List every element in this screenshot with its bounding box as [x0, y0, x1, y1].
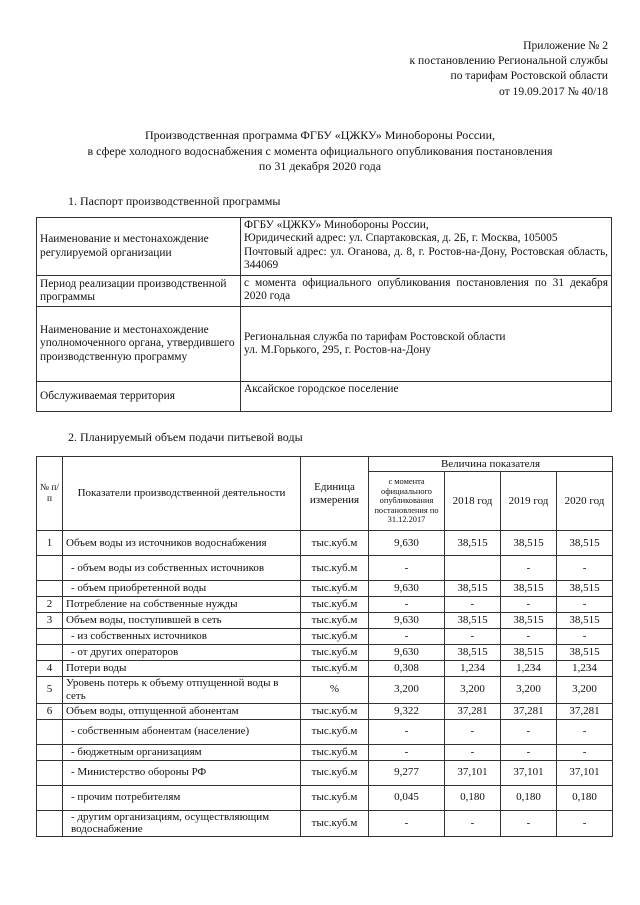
passport-value-line: Аксайское городское поселение	[244, 383, 399, 395]
passport-label: Период реализации производственной программы	[37, 276, 241, 307]
row-value-cell: -	[557, 810, 613, 837]
passport-table	[36, 217, 612, 412]
passport-value-line: с момента официального опубликования постановления по 31 декабря 2020 года	[244, 277, 608, 303]
row-name-cell: - объем приобретенной воды	[63, 581, 301, 597]
row-value-cell: 1,234	[501, 661, 557, 677]
row-value-cell: -	[369, 597, 445, 613]
passport-row	[37, 218, 612, 276]
row-unit-cell: тыс.куб.м	[301, 760, 369, 785]
row-num-cell	[37, 719, 63, 744]
row-unit-cell: тыс.куб.м	[301, 661, 369, 677]
row-value-cell: -	[557, 719, 613, 744]
row-num-cell	[37, 810, 63, 837]
table-row	[37, 597, 613, 613]
table-row	[37, 645, 613, 661]
appendix-line: от 19.09.2017 № 40/18	[498, 84, 608, 98]
row-value-cell: 37,281	[445, 703, 501, 719]
passport-row	[37, 276, 612, 307]
appendix-line: Приложение № 2	[523, 39, 608, 52]
row-num-cell: 1	[37, 531, 63, 556]
row-unit-cell: тыс.куб.м	[301, 719, 369, 744]
header-2020: 2020 год	[557, 472, 613, 531]
row-value-cell: 37,101	[445, 760, 501, 785]
row-num-cell: 4	[37, 661, 63, 677]
row-unit-cell: тыс.куб.м	[301, 556, 369, 581]
passport-value-line: Региональная служба по тарифам Ростовской области	[244, 330, 506, 343]
title-line: в сфере холодного водоснабжения с момента официального опубликования постановления	[87, 143, 553, 158]
passport-value	[241, 218, 612, 276]
volume-header-row	[37, 457, 613, 472]
row-name-cell: Уровень потерь к объему отпущенной воды в сеть	[63, 677, 301, 704]
header-period: с момента официального опубликования постановления по 31.12.2017	[369, 472, 445, 531]
row-value-cell: 3,200	[445, 677, 501, 704]
passport-value	[241, 382, 612, 412]
row-value-cell: 38,515	[445, 531, 501, 556]
row-unit-cell: тыс.куб.м	[301, 785, 369, 810]
table-row	[37, 677, 613, 704]
row-value-cell: 38,515	[445, 645, 501, 661]
row-value-cell: -	[369, 719, 445, 744]
row-name-cell: Объем воды, отпущенной абонентам	[63, 703, 301, 719]
passport-label: Наименование и местонахождение уполномоченного органа, утвердившего производственную программу	[37, 307, 241, 382]
table-row	[37, 581, 613, 597]
row-num-cell: 2	[37, 597, 63, 613]
row-name-cell: Объем воды из источников водоснабжения	[63, 531, 301, 556]
volume-body	[37, 531, 613, 837]
passport-value	[241, 276, 612, 307]
passport-label: Наименование и местонахождение регулируемой организации	[37, 218, 241, 276]
row-name-cell: - от других операторов	[63, 645, 301, 661]
row-name-cell: Потребление на собственные нужды	[63, 597, 301, 613]
table-row	[37, 531, 613, 556]
table-row	[37, 810, 613, 837]
appendix-line: к постановлению Региональной службы	[409, 54, 608, 68]
row-unit-cell: %	[301, 677, 369, 704]
volume-table	[36, 456, 613, 837]
row-value-cell: 38,515	[557, 581, 613, 597]
row-value-cell: -	[557, 597, 613, 613]
row-name-cell: Потери воды	[63, 661, 301, 677]
passport-row	[37, 382, 612, 412]
passport-value-line: ФГБУ «ЦЖКУ» Минобороны России,	[244, 219, 429, 231]
row-num-cell: 3	[37, 613, 63, 629]
row-unit-cell: тыс.куб.м	[301, 531, 369, 556]
row-value-cell: -	[501, 556, 557, 581]
row-value-cell: 38,515	[501, 645, 557, 661]
row-unit-cell: тыс.куб.м	[301, 703, 369, 719]
row-value-cell: 0,180	[501, 785, 557, 810]
row-num-cell	[37, 785, 63, 810]
row-num-cell	[37, 556, 63, 581]
passport-value-line: Почтовый адрес: ул. Оганова, д. 8, г. Ростов-на-Дону, Ростовская область, 344069	[244, 245, 608, 272]
row-value-cell: 9,630	[369, 645, 445, 661]
row-value-cell: 1,234	[445, 661, 501, 677]
row-value-cell: -	[501, 629, 557, 645]
row-value-cell	[445, 556, 501, 581]
row-num-cell: 5	[37, 677, 63, 704]
row-value-cell: 37,101	[557, 760, 613, 785]
row-value-cell: 38,515	[501, 613, 557, 629]
row-value-cell: 38,515	[501, 581, 557, 597]
row-value-cell: -	[445, 810, 501, 837]
row-value-cell: 9,322	[369, 703, 445, 719]
table-row	[37, 661, 613, 677]
row-name-cell: Объем воды, поступившей в сеть	[63, 613, 301, 629]
appendix-block	[410, 38, 609, 99]
table-row	[37, 613, 613, 629]
header-indicator: Показатели производственной деятельности	[63, 457, 301, 531]
row-value-cell: 1,234	[557, 661, 613, 677]
row-value-cell: -	[445, 744, 501, 760]
table-row	[37, 760, 613, 785]
passport-value-line: ул. М.Горького, 295, г. Ростов-на-Дону	[244, 344, 431, 356]
row-value-cell: 38,515	[501, 531, 557, 556]
row-value-cell: 3,200	[369, 677, 445, 704]
row-name-cell: - объем воды из собственных источников	[63, 556, 301, 581]
row-value-cell: -	[369, 629, 445, 645]
row-value-cell: 9,630	[369, 581, 445, 597]
row-num-cell	[37, 629, 63, 645]
row-value-cell: -	[445, 597, 501, 613]
row-num-cell	[37, 645, 63, 661]
row-value-cell: -	[557, 556, 613, 581]
row-name-cell: - прочим потребителям	[63, 785, 301, 810]
row-name-cell: - из собственных источников	[63, 629, 301, 645]
row-unit-cell: тыс.куб.м	[301, 629, 369, 645]
header-num: № п/п	[37, 457, 63, 531]
document-title	[0, 128, 640, 175]
title-line: Производственная программа ФГБУ «ЦЖКУ» Минобороны России,	[144, 128, 496, 142]
row-value-cell: -	[501, 810, 557, 837]
row-value-cell: 0,308	[369, 661, 445, 677]
row-value-cell: -	[557, 629, 613, 645]
table-row	[37, 703, 613, 719]
row-value-cell: -	[369, 556, 445, 581]
row-value-cell: 9,630	[369, 531, 445, 556]
header-2019: 2019 год	[501, 472, 557, 531]
row-value-cell: 38,515	[557, 645, 613, 661]
title-line: по 31 декабря 2020 года	[258, 159, 382, 173]
row-name-cell: - бюджетным организациям	[63, 744, 301, 760]
row-value-cell: 38,515	[445, 581, 501, 597]
appendix-line: по тарифам Ростовской области	[450, 69, 608, 83]
row-value-cell: 37,281	[501, 703, 557, 719]
row-value-cell: 38,515	[445, 613, 501, 629]
row-unit-cell: тыс.куб.м	[301, 613, 369, 629]
passport-row	[37, 307, 612, 382]
passport-value-line: Юридический адрес: ул. Спартаковская, д. 2Б, г. Москва, 105005	[244, 232, 558, 245]
row-value-cell: 3,200	[557, 677, 613, 704]
row-value-cell: 37,101	[501, 760, 557, 785]
row-unit-cell: тыс.куб.м	[301, 597, 369, 613]
row-value-cell: -	[369, 810, 445, 837]
row-value-cell: 38,515	[557, 531, 613, 556]
row-value-cell: 0,180	[557, 785, 613, 810]
row-name-cell: - Министерство обороны РФ	[63, 760, 301, 785]
row-value-cell: 37,281	[557, 703, 613, 719]
passport-value	[241, 307, 612, 382]
row-value-cell: 0,180	[445, 785, 501, 810]
passport-label: Обслуживаемая территория	[37, 382, 241, 412]
row-value-cell: 3,200	[501, 677, 557, 704]
row-unit-cell: тыс.куб.м	[301, 645, 369, 661]
header-value-group: Величина показателя	[369, 457, 613, 472]
row-name-cell: - другим организациям, осуществляющим водоснабжение	[63, 810, 301, 837]
row-value-cell: -	[445, 629, 501, 645]
section-heading-volume: 2. Планируемый объем подачи питьевой воды	[68, 430, 303, 444]
table-row	[37, 785, 613, 810]
row-unit-cell: тыс.куб.м	[301, 581, 369, 597]
row-unit-cell: тыс.куб.м	[301, 744, 369, 760]
row-unit-cell: тыс.куб.м	[301, 810, 369, 837]
header-2018: 2018 год	[445, 472, 501, 531]
row-num-cell: 6	[37, 703, 63, 719]
row-num-cell	[37, 744, 63, 760]
row-name-cell: - собственным абонентам (население)	[63, 719, 301, 744]
table-row	[37, 719, 613, 744]
row-value-cell: -	[369, 744, 445, 760]
section-heading-passport: 1. Паспорт производственной программы	[68, 194, 281, 208]
row-value-cell: -	[501, 744, 557, 760]
row-value-cell: 38,515	[557, 613, 613, 629]
row-num-cell	[37, 581, 63, 597]
row-value-cell: 9,277	[369, 760, 445, 785]
table-row	[37, 629, 613, 645]
row-num-cell	[37, 760, 63, 785]
header-unit: Единица измерения	[301, 457, 369, 531]
row-value-cell: -	[501, 719, 557, 744]
table-row	[37, 744, 613, 760]
row-value-cell: 9,630	[369, 613, 445, 629]
row-value-cell: -	[445, 719, 501, 744]
row-value-cell: -	[501, 597, 557, 613]
row-value-cell: 0,045	[369, 785, 445, 810]
table-row	[37, 556, 613, 581]
row-value-cell: -	[557, 744, 613, 760]
